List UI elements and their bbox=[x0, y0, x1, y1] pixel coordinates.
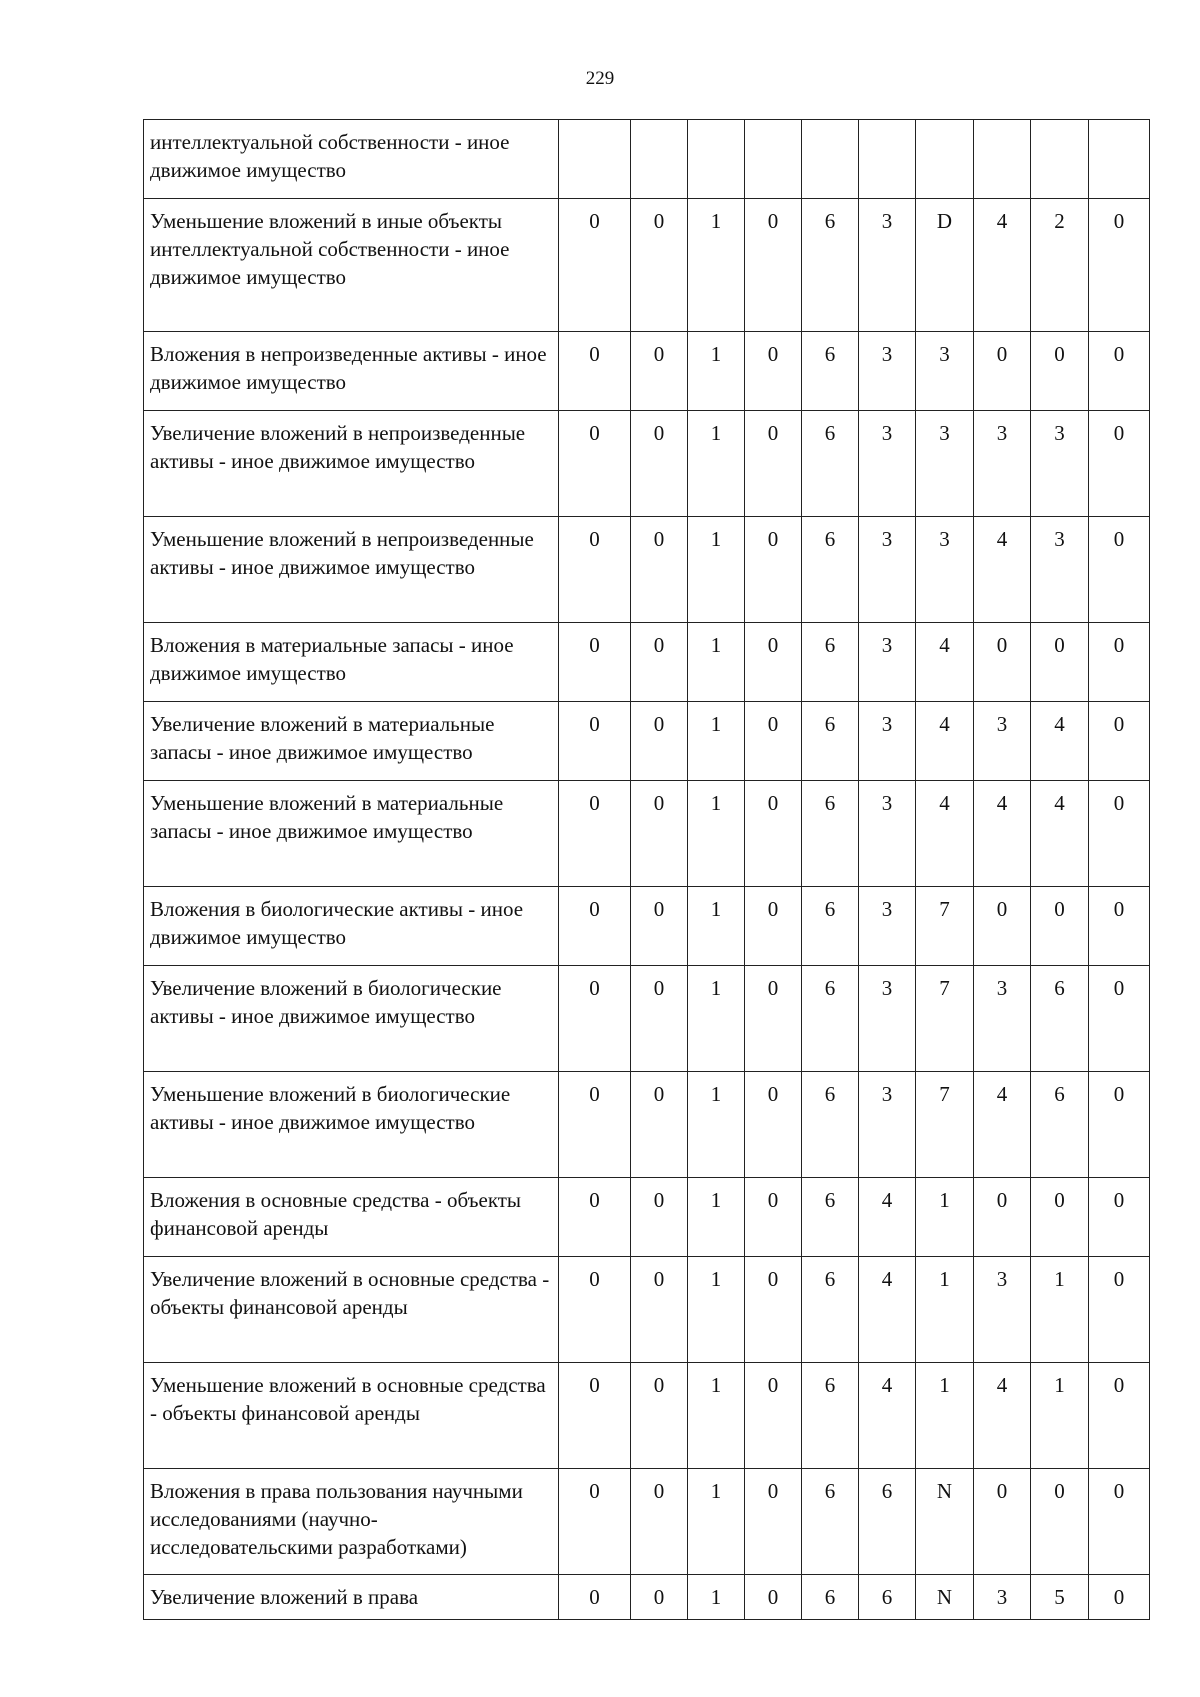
code-digit-cell: 4 bbox=[916, 623, 974, 702]
code-digit-cell: 7 bbox=[916, 1072, 974, 1178]
code-digit-cell: 2 bbox=[1031, 199, 1089, 332]
code-digit-cell: 1 bbox=[688, 702, 745, 781]
code-digit-cell: 4 bbox=[1031, 781, 1089, 887]
code-digit-cell bbox=[559, 120, 631, 199]
code-digit-cell: 0 bbox=[631, 966, 688, 1072]
code-digit-cell bbox=[859, 120, 916, 199]
code-digit-cell: 7 bbox=[916, 966, 974, 1072]
table-row bbox=[144, 199, 1150, 332]
code-digit-cell: 3 bbox=[974, 1257, 1031, 1363]
code-digit-cell: 4 bbox=[974, 1363, 1031, 1469]
code-digit-cell: 4 bbox=[974, 517, 1031, 623]
code-digit-cell: 3 bbox=[859, 517, 916, 623]
code-digit-cell: 0 bbox=[559, 887, 631, 966]
code-digit-cell bbox=[745, 120, 802, 199]
code-digit-cell: 6 bbox=[802, 1469, 859, 1575]
code-digit-cell: 6 bbox=[802, 781, 859, 887]
code-digit-cell: 3 bbox=[859, 781, 916, 887]
code-digit-cell: 0 bbox=[1089, 1469, 1150, 1575]
code-digit-cell: 0 bbox=[631, 1072, 688, 1178]
code-digit-cell: 0 bbox=[631, 781, 688, 887]
code-digit-cell: 1 bbox=[688, 1575, 745, 1620]
code-digit-cell: 0 bbox=[1089, 1178, 1150, 1257]
code-digit-cell: 0 bbox=[745, 1575, 802, 1620]
code-digit-cell: 0 bbox=[1089, 623, 1150, 702]
code-digit-cell bbox=[688, 120, 745, 199]
code-digit-cell: 4 bbox=[859, 1363, 916, 1469]
code-digit-cell: 0 bbox=[745, 1257, 802, 1363]
code-digit-cell: 3 bbox=[859, 702, 916, 781]
code-digit-cell: 0 bbox=[631, 623, 688, 702]
table-row bbox=[144, 781, 1150, 887]
code-digit-cell: 0 bbox=[559, 199, 631, 332]
code-digit-cell: 0 bbox=[1089, 781, 1150, 887]
code-digit-cell: 3 bbox=[859, 966, 916, 1072]
code-digit-cell: 0 bbox=[559, 1469, 631, 1575]
account-name-cell: интеллектуальной собственности - иное движимое имущество bbox=[144, 120, 559, 199]
table-row bbox=[144, 1178, 1150, 1257]
code-digit-cell: 0 bbox=[745, 199, 802, 332]
code-digit-cell: N bbox=[916, 1575, 974, 1620]
code-digit-cell: 6 bbox=[1031, 966, 1089, 1072]
code-digit-cell: 0 bbox=[745, 966, 802, 1072]
code-digit-cell: 1 bbox=[688, 199, 745, 332]
code-digit-cell: 0 bbox=[559, 702, 631, 781]
code-digit-cell: 3 bbox=[859, 332, 916, 411]
code-digit-cell: 0 bbox=[631, 702, 688, 781]
table-row bbox=[144, 1363, 1150, 1469]
code-digit-cell: 1 bbox=[688, 517, 745, 623]
code-digit-cell: 1 bbox=[688, 781, 745, 887]
table-row bbox=[144, 623, 1150, 702]
code-digit-cell: 1 bbox=[688, 623, 745, 702]
code-digit-cell: 0 bbox=[559, 1363, 631, 1469]
code-digit-cell: 3 bbox=[974, 411, 1031, 517]
code-digit-cell: 6 bbox=[802, 1363, 859, 1469]
code-digit-cell: 0 bbox=[631, 517, 688, 623]
code-digit-cell: 0 bbox=[1089, 966, 1150, 1072]
account-name-cell: Увеличение вложений в биологические активы - иное движимое имущество bbox=[144, 966, 559, 1072]
account-name-cell: Вложения в права пользования научными исследованиями (научно-исследовательскими разработками) bbox=[144, 1469, 559, 1575]
code-digit-cell: 0 bbox=[1089, 1575, 1150, 1620]
code-digit-cell: 0 bbox=[1089, 199, 1150, 332]
account-name-cell: Вложения в основные средства - объекты финансовой аренды bbox=[144, 1178, 559, 1257]
code-digit-cell: 0 bbox=[631, 199, 688, 332]
code-digit-cell: 6 bbox=[802, 517, 859, 623]
account-name-cell: Уменьшение вложений в непроизведенные активы - иное движимое имущество bbox=[144, 517, 559, 623]
account-name-cell: Вложения в материальные запасы - иное движимое имущество bbox=[144, 623, 559, 702]
code-digit-cell: 1 bbox=[1031, 1257, 1089, 1363]
code-digit-cell: 0 bbox=[559, 966, 631, 1072]
code-digit-cell: 0 bbox=[559, 411, 631, 517]
code-digit-cell: 0 bbox=[631, 411, 688, 517]
code-digit-cell: 3 bbox=[974, 966, 1031, 1072]
code-digit-cell: 6 bbox=[802, 1575, 859, 1620]
code-digit-cell: 0 bbox=[1031, 887, 1089, 966]
code-digit-cell: 6 bbox=[802, 199, 859, 332]
code-digit-cell: 3 bbox=[859, 199, 916, 332]
table-row bbox=[144, 1469, 1150, 1575]
table-row bbox=[144, 1072, 1150, 1178]
code-digit-cell: 1 bbox=[688, 411, 745, 517]
table-row bbox=[144, 332, 1150, 411]
table-row bbox=[144, 966, 1150, 1072]
code-digit-cell: 0 bbox=[1089, 411, 1150, 517]
table-row bbox=[144, 887, 1150, 966]
code-digit-cell: 3 bbox=[916, 411, 974, 517]
code-digit-cell: 6 bbox=[802, 1178, 859, 1257]
account-name-cell: Уменьшение вложений в материальные запасы - иное движимое имущество bbox=[144, 781, 559, 887]
code-digit-cell: 5 bbox=[1031, 1575, 1089, 1620]
code-digit-cell: 0 bbox=[631, 1257, 688, 1363]
code-digit-cell: 0 bbox=[745, 887, 802, 966]
code-digit-cell: 1 bbox=[916, 1178, 974, 1257]
code-digit-cell: 0 bbox=[745, 332, 802, 411]
code-digit-cell: 0 bbox=[1089, 1257, 1150, 1363]
account-name-cell: Вложения в непроизведенные активы - иное движимое имущество bbox=[144, 332, 559, 411]
code-digit-cell: 4 bbox=[974, 1072, 1031, 1178]
code-digit-cell: 3 bbox=[1031, 517, 1089, 623]
code-digit-cell: 0 bbox=[631, 1178, 688, 1257]
code-digit-cell: 0 bbox=[745, 1072, 802, 1178]
code-digit-cell: 6 bbox=[802, 411, 859, 517]
code-digit-cell: 3 bbox=[859, 623, 916, 702]
code-digit-cell: 0 bbox=[559, 623, 631, 702]
code-digit-cell: 6 bbox=[802, 887, 859, 966]
code-digit-cell: 1 bbox=[916, 1363, 974, 1469]
code-digit-cell: 6 bbox=[859, 1469, 916, 1575]
code-digit-cell: 4 bbox=[916, 781, 974, 887]
code-digit-cell: 1 bbox=[688, 887, 745, 966]
code-digit-cell: 0 bbox=[745, 623, 802, 702]
code-digit-cell bbox=[802, 120, 859, 199]
code-digit-cell: 1 bbox=[916, 1257, 974, 1363]
code-digit-cell: 0 bbox=[559, 1257, 631, 1363]
code-digit-cell: 0 bbox=[559, 517, 631, 623]
code-digit-cell: 1 bbox=[688, 332, 745, 411]
code-digit-cell: 1 bbox=[688, 1363, 745, 1469]
code-digit-cell: 6 bbox=[802, 966, 859, 1072]
code-digit-cell: D bbox=[916, 199, 974, 332]
code-digit-cell: 0 bbox=[1089, 517, 1150, 623]
code-digit-cell: 6 bbox=[802, 332, 859, 411]
code-digit-cell: 0 bbox=[974, 1469, 1031, 1575]
code-digit-cell: 0 bbox=[745, 517, 802, 623]
code-digit-cell: 0 bbox=[745, 1469, 802, 1575]
table-row bbox=[144, 411, 1150, 517]
code-digit-cell: 6 bbox=[802, 1257, 859, 1363]
table-row bbox=[144, 1257, 1150, 1363]
code-digit-cell: 0 bbox=[1031, 332, 1089, 411]
code-digit-cell: 3 bbox=[859, 887, 916, 966]
code-digit-cell: 1 bbox=[688, 1072, 745, 1178]
code-digit-cell: 6 bbox=[802, 702, 859, 781]
account-name-cell: Уменьшение вложений в иные объекты интеллектуальной собственности - иное движимое имущество bbox=[144, 199, 559, 332]
code-digit-cell bbox=[1031, 120, 1089, 199]
code-digit-cell: 4 bbox=[974, 199, 1031, 332]
code-digit-cell: 3 bbox=[859, 411, 916, 517]
code-digit-cell: 4 bbox=[859, 1178, 916, 1257]
code-digit-cell: 6 bbox=[802, 1072, 859, 1178]
code-digit-cell: 0 bbox=[1031, 1469, 1089, 1575]
code-digit-cell: 0 bbox=[631, 1469, 688, 1575]
code-digit-cell: 7 bbox=[916, 887, 974, 966]
code-digit-cell: 1 bbox=[688, 966, 745, 1072]
code-digit-cell: 3 bbox=[916, 517, 974, 623]
code-digit-cell: 0 bbox=[974, 1178, 1031, 1257]
code-digit-cell: 1 bbox=[688, 1257, 745, 1363]
table-row bbox=[144, 120, 1150, 199]
code-digit-cell: 0 bbox=[974, 887, 1031, 966]
code-digit-cell: 0 bbox=[745, 411, 802, 517]
code-digit-cell: 0 bbox=[745, 702, 802, 781]
table-row bbox=[144, 517, 1150, 623]
account-name-cell: Увеличение вложений в права bbox=[144, 1575, 559, 1620]
code-digit-cell: 0 bbox=[1089, 887, 1150, 966]
code-digit-cell: 0 bbox=[631, 1363, 688, 1469]
code-digit-cell bbox=[631, 120, 688, 199]
code-digit-cell: 3 bbox=[974, 1575, 1031, 1620]
code-digit-cell: 0 bbox=[1089, 332, 1150, 411]
code-digit-cell: 4 bbox=[859, 1257, 916, 1363]
code-digit-cell: 0 bbox=[631, 1575, 688, 1620]
code-digit-cell: 0 bbox=[559, 332, 631, 411]
code-digit-cell: 3 bbox=[1031, 411, 1089, 517]
code-digit-cell: 0 bbox=[559, 781, 631, 887]
code-digit-cell: 0 bbox=[1089, 1363, 1150, 1469]
code-digit-cell: 0 bbox=[745, 1363, 802, 1469]
code-digit-cell bbox=[974, 120, 1031, 199]
code-digit-cell: 0 bbox=[1089, 702, 1150, 781]
code-digit-cell: 0 bbox=[974, 332, 1031, 411]
table-row bbox=[144, 1575, 1150, 1620]
code-digit-cell: 0 bbox=[1031, 1178, 1089, 1257]
code-digit-cell: 4 bbox=[916, 702, 974, 781]
page-number: 229 bbox=[585, 68, 615, 89]
code-digit-cell: 1 bbox=[688, 1178, 745, 1257]
code-digit-cell: 0 bbox=[631, 332, 688, 411]
code-digit-cell: 0 bbox=[745, 781, 802, 887]
code-digit-cell: 6 bbox=[859, 1575, 916, 1620]
code-digit-cell: 0 bbox=[559, 1072, 631, 1178]
account-name-cell: Уменьшение вложений в основные средства - объекты финансовой аренды bbox=[144, 1363, 559, 1469]
code-digit-cell: 0 bbox=[559, 1178, 631, 1257]
code-digit-cell: 6 bbox=[1031, 1072, 1089, 1178]
account-name-cell: Увеличение вложений в непроизведенные активы - иное движимое имущество bbox=[144, 411, 559, 517]
account-codes-table bbox=[143, 119, 1150, 1620]
code-digit-cell: 3 bbox=[974, 702, 1031, 781]
code-digit-cell: 1 bbox=[1031, 1363, 1089, 1469]
code-digit-cell: 0 bbox=[1031, 623, 1089, 702]
code-digit-cell: 6 bbox=[802, 623, 859, 702]
code-digit-cell: 0 bbox=[974, 623, 1031, 702]
account-name-cell: Вложения в биологические активы - иное движимое имущество bbox=[144, 887, 559, 966]
account-name-cell: Уменьшение вложений в биологические активы - иное движимое имущество bbox=[144, 1072, 559, 1178]
table-row bbox=[144, 702, 1150, 781]
code-digit-cell: N bbox=[916, 1469, 974, 1575]
code-digit-cell: 0 bbox=[559, 1575, 631, 1620]
code-digit-cell: 4 bbox=[974, 781, 1031, 887]
code-digit-cell bbox=[1089, 120, 1150, 199]
code-digit-cell: 0 bbox=[1089, 1072, 1150, 1178]
code-digit-cell: 3 bbox=[859, 1072, 916, 1178]
account-name-cell: Увеличение вложений в основные средства - объекты финансовой аренды bbox=[144, 1257, 559, 1363]
code-digit-cell: 1 bbox=[688, 1469, 745, 1575]
code-digit-cell bbox=[916, 120, 974, 199]
code-digit-cell: 0 bbox=[745, 1178, 802, 1257]
account-name-cell: Увеличение вложений в материальные запасы - иное движимое имущество bbox=[144, 702, 559, 781]
code-digit-cell: 0 bbox=[631, 887, 688, 966]
code-digit-cell: 3 bbox=[916, 332, 974, 411]
code-digit-cell: 4 bbox=[1031, 702, 1089, 781]
